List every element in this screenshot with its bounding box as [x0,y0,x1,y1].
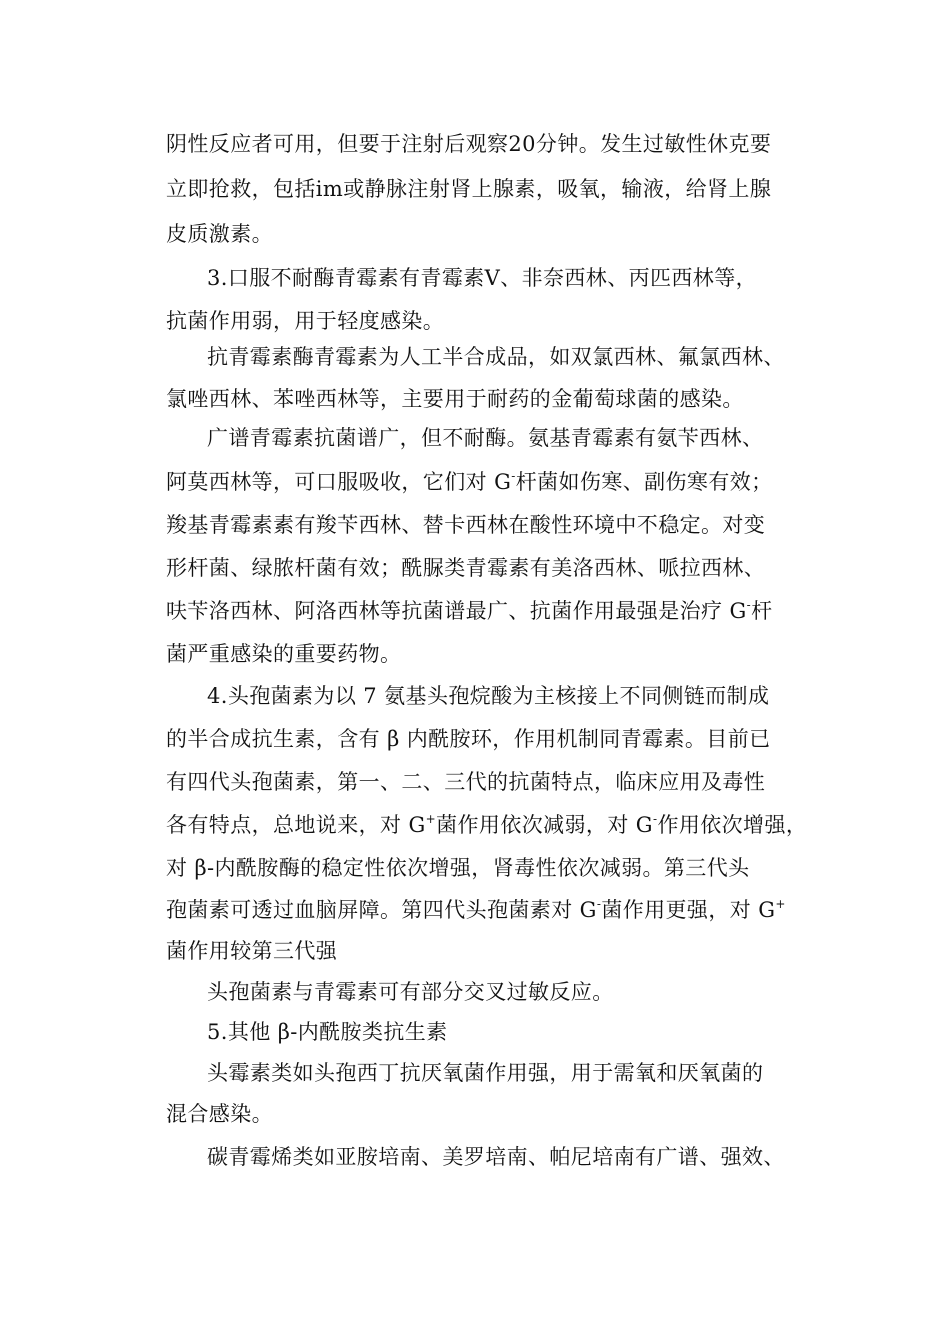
text-segment: 杆菌如伤寒、副伤寒有效； [515,470,773,494]
text-line: 菌作用较第三代强 [166,939,338,963]
text-line: 抗菌作用弱，用于轻度感染。 [166,309,445,333]
superscript: - [596,897,602,911]
text-line: 抗青霉素酶青霉素为人工半合成品，如双氯西林、氟氯西林、 [207,345,785,369]
text-line: 立即抢救，包括im或静脉注射肾上腺素，吸氧，输液，给肾上腺 [166,177,772,201]
text-line [166,897,786,923]
superscript: + [775,897,786,911]
text-segment: 菌作用更强，对 G [601,898,776,922]
text-line: 5.其他 β-内酰胺类抗生素 [207,1020,448,1044]
text-line: 广谱青霉素抗菌谱广，但不耐酶。氨基青霉素有氨苄西林、 [207,426,764,450]
text-segment: 阿莫西林等，可口服吸收，它们对 G [166,470,512,494]
text-segment: 菌作用依次减弱，对 G [436,813,653,837]
text-line: 羧基青霉素素有羧苄西林、替卡西林在酸性环境中不稳定。对变 [166,513,766,537]
text-line [166,598,773,624]
text-line: 的半合成抗生素，含有 β 内酰胺环，作用机制同青霉素。目前已 [166,727,771,751]
superscript: + [425,812,437,826]
text-line: 氯唑西林、苯唑西林等，主要用于耐药的金葡萄球菌的感染。 [166,387,744,411]
text-line [166,469,773,495]
text-segment: 杆 [751,599,773,623]
text-segment: 孢菌素可透过血脑屏障。第四代头孢菌素对 G [166,898,597,922]
text-line: 头孢菌素与青霉素可有部分交叉过敏反应。 [207,980,614,1004]
text-line: 对 β-内酰胺酶的稳定性依次增强，肾毒性依次减弱。第三代头 [166,856,750,880]
text-line [166,812,807,838]
text-line: 碳青霉烯类如亚胺培南、美罗培南、帕尼培南有广谱、强效、 [207,1145,785,1169]
superscript: - [746,598,752,612]
text-line: 皮质激素。 [166,222,273,246]
text-segment: 呋苄洛西林、阿洛西林等抗菌谱最广、抗菌作用最强是治疗 G [166,599,747,623]
text-line: 混合感染。 [166,1102,273,1126]
text-line: 有四代头孢菌素，第一、二、三代的抗菌特点，临床应用及毒性 [166,770,766,794]
text-segment: 作用依次增强， [657,813,808,837]
text-line: 菌严重感染的重要药物。 [166,642,402,666]
text-line: 4.头孢菌素为以 7 氨基头孢烷酸为主核接上不同侧链而制成 [207,684,770,708]
superscript: - [511,469,516,483]
text-line: 形杆菌、绿脓杆菌有效；酰脲类青霉素有美洛西林、哌拉西林、 [166,556,766,580]
superscript: - [652,812,658,826]
text-line: 3.口服不耐酶青霉素有青霉素Ⅴ、非奈西林、丙匹西林等， [207,266,757,290]
text-line: 头霉素类如头孢西丁抗厌氧菌作用强，用于需氧和厌氧菌的 [207,1061,764,1085]
text-line: 阴性反应者可用，但要于注射后观察20分钟。发生过敏性休克要 [166,132,772,156]
text-segment: 各有特点，总地说来，对 G [166,813,426,837]
